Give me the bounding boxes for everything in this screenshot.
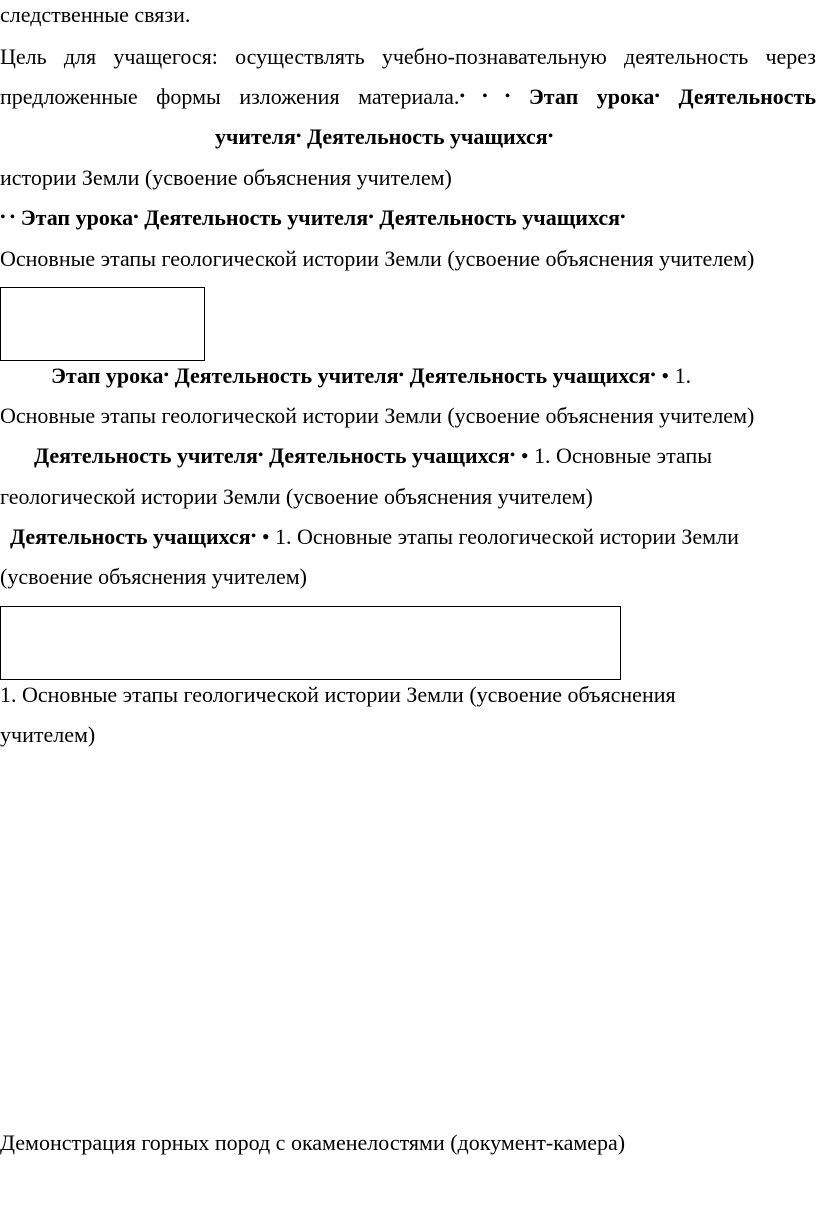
image-placeholder-wide [0,606,621,680]
bullet-dot: • [295,128,302,145]
line-text: Цель для учащегося: осуществлять учебно-познавательную деятельность через [0,44,816,69]
text-line [10,522,739,552]
text-line [0,244,754,274]
bold-heading: Деятельность учителя [34,443,258,468]
bullet-dots: • • • [459,88,511,105]
bold-heading: Этап урока [528,84,655,109]
bold-heading: Деятельность учителя [174,363,399,388]
line-text: Демонстрация горных пород с окаменелостями (документ-камера) [0,1130,626,1155]
bullet-dot: • [368,209,374,226]
bold-heading: Этап урока [20,205,134,230]
bullet-dot: • [398,367,405,384]
bullet-dot: • [654,88,660,105]
goal-line [0,42,816,72]
text-line [34,441,712,471]
line-text: геологической истории Земли (усвоение объяснения учителем) [0,484,593,509]
text-line [0,401,754,431]
text-line [0,482,593,512]
bullet-dot: • [257,447,264,464]
bold-heading: Деятельность учащихся [307,124,548,149]
bullet-dot: • [650,367,656,384]
line-text: следственные связи. [0,2,191,27]
line-text: 1. Основные этапы геологической истории Земли (усвоение объяснения [0,682,676,707]
bullet-dot: • [163,367,170,384]
bullet-dot: • [133,209,139,226]
line-text: (усвоение объяснения учителем) [0,564,307,589]
text-line [0,203,626,233]
line-text: истории Земли (усвоение объяснения учителем) [0,165,452,190]
bullet-dots: • • [0,209,16,226]
line-text: Основные этапы геологической истории Земли (усвоение объяснения учителем) [0,403,755,428]
text-line [0,82,816,112]
demonstration-line [0,1128,625,1158]
text-line [51,361,691,391]
bold-heading: Деятельность учащихся [409,363,651,388]
text-line [0,680,676,710]
text-line [0,163,452,193]
bold-heading: учителя [215,124,296,149]
line-text: учителем) [0,722,96,747]
bold-heading: Деятельность учащихся [269,443,510,468]
line-text: предложенные формы изложения материала. [0,84,460,109]
text-line [0,0,190,30]
line-text: • 1. Основные этапы геологической истории Земли [261,524,739,549]
text-line [0,720,95,750]
text-line [0,562,307,592]
line-text: • 1. [661,363,692,388]
bullet-dot: • [547,128,554,145]
text-line [215,122,553,152]
bullet-dot: • [509,447,516,464]
line-text: • 1. Основные этапы [520,443,713,468]
line-text: Основные этапы геологической истории Земли (усвоение объяснения учителем) [0,246,755,271]
bold-heading: Деятельность учителя [144,205,369,230]
bullet-dot: • [250,528,257,545]
image-placeholder-small [0,287,205,361]
bold-heading: Деятельность [678,84,816,109]
bullet-dot: • [620,209,626,226]
bold-heading: Этап урока [51,363,164,388]
bold-heading: Деятельность учащихся [10,524,251,549]
bold-heading: Деятельность учащихся [379,205,620,230]
